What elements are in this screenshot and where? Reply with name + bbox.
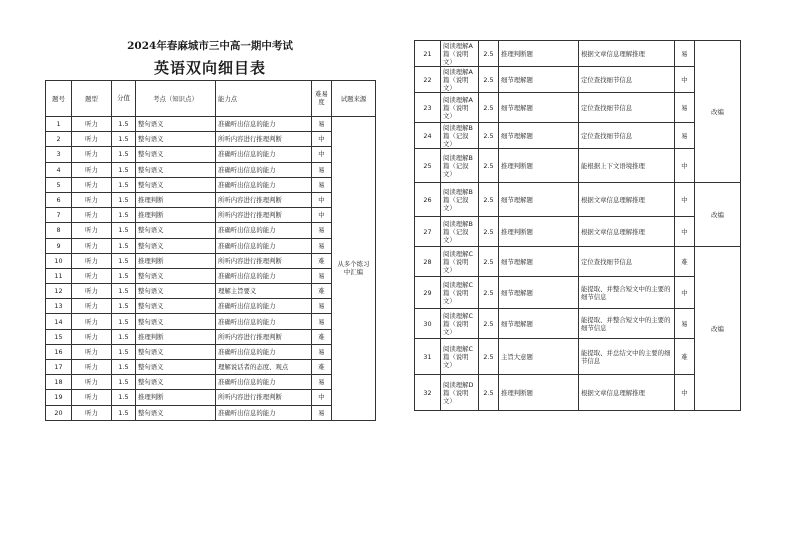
knowledge-point: 推理判断 — [136, 208, 216, 223]
score-value: 1.5 — [112, 162, 136, 177]
score-value: 1.5 — [112, 253, 136, 268]
ability-point: 所听内容进行推理判断 — [216, 329, 312, 344]
score-value: 1.5 — [112, 117, 136, 132]
score-value: 1.5 — [112, 268, 136, 283]
exam-title: 2024年春麻城市三中高一期中考试 — [127, 40, 293, 52]
score-value: 1.5 — [112, 132, 136, 147]
score-value: 2.5 — [479, 277, 499, 309]
table-row — [415, 93, 741, 123]
knowledge-point: 整句语义 — [136, 314, 216, 329]
difficulty-level: 难 — [312, 253, 332, 268]
table-row — [46, 223, 376, 238]
row-number: 20 — [46, 405, 72, 420]
table-row — [46, 405, 376, 420]
ability-point: 准确听出信息的能力 — [216, 268, 312, 283]
header-row — [46, 81, 376, 117]
row-number: 7 — [46, 208, 72, 223]
score-value: 1.5 — [112, 284, 136, 299]
difficulty-level: 中 — [312, 390, 332, 405]
left-specification-table — [45, 80, 376, 421]
difficulty-level: 难 — [312, 284, 332, 299]
row-number: 27 — [415, 217, 441, 247]
table-row — [46, 162, 376, 177]
score-value: 1.5 — [112, 375, 136, 390]
ability-point: 准确听出信息的能力 — [216, 299, 312, 314]
table-row — [415, 123, 741, 149]
knowledge-point: 整句语义 — [136, 147, 216, 162]
table-row — [415, 277, 741, 309]
table-row — [46, 238, 376, 253]
difficulty-level: 中 — [675, 277, 695, 309]
header-num: 题号 — [46, 81, 72, 117]
row-number: 17 — [46, 360, 72, 375]
question-type: 听力 — [72, 268, 112, 283]
row-number: 16 — [46, 344, 72, 359]
question-type: 听力 — [72, 253, 112, 268]
question-type: 听力 — [72, 344, 112, 359]
knowledge-point: 整句语义 — [136, 162, 216, 177]
score-value: 2.5 — [479, 93, 499, 123]
table-row — [46, 375, 376, 390]
ability-point: 所听内容进行推理判断 — [216, 208, 312, 223]
question-type: 听力 — [72, 360, 112, 375]
difficulty-level: 易 — [312, 177, 332, 192]
table-row — [46, 208, 376, 223]
score-value: 1.5 — [112, 390, 136, 405]
ability-point: 准确听出信息的能力 — [216, 344, 312, 359]
row-number: 14 — [46, 314, 72, 329]
question-type: 听力 — [72, 329, 112, 344]
difficulty-level: 难 — [312, 329, 332, 344]
ability-point: 定位查找细节信息 — [579, 93, 675, 123]
ability-point: 根据文章信息理解推理 — [579, 41, 675, 67]
source-cell: 改编 — [695, 183, 741, 247]
ability-point: 准确听出信息的能力 — [216, 147, 312, 162]
row-number: 13 — [46, 299, 72, 314]
header-type: 题型 — [72, 81, 112, 117]
row-number: 31 — [415, 339, 441, 375]
row-number: 25 — [415, 149, 441, 183]
ability-point: 能提取、并总结文中的主要的细节信息 — [579, 339, 675, 375]
question-type: 阅读理解A篇（说明文） — [441, 93, 479, 123]
ability-point: 所听内容进行推理判断 — [216, 253, 312, 268]
row-number: 10 — [46, 253, 72, 268]
row-number: 24 — [415, 123, 441, 149]
question-type: 阅读理解C篇（说明文） — [441, 339, 479, 375]
question-type: 听力 — [72, 132, 112, 147]
knowledge-point: 整句语义 — [136, 117, 216, 132]
ability-point: 能根据上下文语境推理 — [579, 149, 675, 183]
table-row — [46, 284, 376, 299]
table-row — [46, 253, 376, 268]
question-type: 阅读理解B篇（记叙文） — [441, 149, 479, 183]
difficulty-level: 易 — [675, 93, 695, 123]
table-row — [415, 309, 741, 339]
question-type: 阅读理解B篇（记叙文） — [441, 123, 479, 149]
knowledge-point: 推理判断 — [136, 253, 216, 268]
question-type: 听力 — [72, 284, 112, 299]
score-value: 2.5 — [479, 309, 499, 339]
table-row — [415, 67, 741, 93]
table-row — [415, 183, 741, 217]
ability-point: 准确听出信息的能力 — [216, 117, 312, 132]
difficulty-level: 难 — [312, 360, 332, 375]
difficulty-level: 中 — [312, 192, 332, 207]
ability-point: 准确听出信息的能力 — [216, 238, 312, 253]
table-row — [415, 41, 741, 67]
row-number: 18 — [46, 375, 72, 390]
table-row — [415, 339, 741, 375]
knowledge-point: 整句语义 — [136, 238, 216, 253]
score-value: 1.5 — [112, 360, 136, 375]
ability-point: 根据文章信息理解推理 — [579, 183, 675, 217]
source-cell: 改编 — [695, 247, 741, 411]
ability-point: 能提取、并整合短文中的主要的细节信息 — [579, 277, 675, 309]
difficulty-level: 易 — [312, 117, 332, 132]
question-type: 听力 — [72, 192, 112, 207]
score-value: 1.5 — [112, 192, 136, 207]
question-type: 听力 — [72, 299, 112, 314]
table-row — [46, 390, 376, 405]
knowledge-point: 整句语义 — [136, 405, 216, 420]
difficulty-level: 中 — [312, 147, 332, 162]
knowledge-point: 整句语义 — [136, 223, 216, 238]
question-type: 听力 — [72, 147, 112, 162]
row-number: 2 — [46, 132, 72, 147]
score-value: 1.5 — [112, 238, 136, 253]
header-difficulty: 难易度 — [312, 81, 332, 117]
knowledge-point: 推理判断 — [136, 329, 216, 344]
row-number: 9 — [46, 238, 72, 253]
question-type: 听力 — [72, 238, 112, 253]
ability-point: 理解说话者的态度、观点 — [216, 360, 312, 375]
ability-point: 所听内容进行推理判断 — [216, 132, 312, 147]
row-number: 30 — [415, 309, 441, 339]
knowledge-point: 整句语义 — [136, 132, 216, 147]
score-value: 2.5 — [479, 217, 499, 247]
knowledge-point: 推理判断题 — [499, 375, 579, 411]
score-value: 2.5 — [479, 247, 499, 277]
table-row — [46, 132, 376, 147]
question-type: 听力 — [72, 223, 112, 238]
knowledge-point: 细节理解题 — [499, 247, 579, 277]
difficulty-level: 易 — [675, 123, 695, 149]
ability-point: 准确听出信息的能力 — [216, 177, 312, 192]
score-value: 1.5 — [112, 344, 136, 359]
score-value: 2.5 — [479, 183, 499, 217]
knowledge-point: 细节理解题 — [499, 93, 579, 123]
difficulty-level: 易 — [312, 299, 332, 314]
ability-point: 能提取、并整合短文中的主要的细节信息 — [579, 309, 675, 339]
knowledge-point: 推理判断题 — [499, 217, 579, 247]
header-score: 分值 — [112, 81, 136, 117]
table-row — [46, 268, 376, 283]
ability-point: 准确听出信息的能力 — [216, 405, 312, 420]
table-row — [46, 192, 376, 207]
table-row — [46, 299, 376, 314]
table-row — [46, 360, 376, 375]
row-number: 4 — [46, 162, 72, 177]
difficulty-level: 易 — [675, 309, 695, 339]
knowledge-point: 整句语义 — [136, 375, 216, 390]
question-type: 阅读理解B篇（记叙文） — [441, 217, 479, 247]
knowledge-point: 细节理解题 — [499, 123, 579, 149]
difficulty-level: 中 — [675, 149, 695, 183]
score-value: 2.5 — [479, 123, 499, 149]
difficulty-level: 易 — [312, 162, 332, 177]
row-number: 15 — [46, 329, 72, 344]
score-value: 1.5 — [112, 299, 136, 314]
ability-point: 所听内容进行推理判断 — [216, 192, 312, 207]
score-value: 2.5 — [479, 67, 499, 93]
knowledge-point: 整句语义 — [136, 299, 216, 314]
table-row — [46, 329, 376, 344]
knowledge-point: 细节理解题 — [499, 277, 579, 309]
question-type: 听力 — [72, 162, 112, 177]
row-number: 28 — [415, 247, 441, 277]
table-row — [46, 147, 376, 162]
score-value: 1.5 — [112, 177, 136, 192]
table-row — [46, 117, 376, 132]
knowledge-point: 主旨大意题 — [499, 339, 579, 375]
score-value: 1.5 — [112, 329, 136, 344]
table-row — [415, 149, 741, 183]
question-type: 听力 — [72, 405, 112, 420]
knowledge-point: 推理判断题 — [499, 149, 579, 183]
question-type: 听力 — [72, 390, 112, 405]
knowledge-point: 推理判断题 — [499, 41, 579, 67]
knowledge-point: 推理判断 — [136, 390, 216, 405]
row-number: 5 — [46, 177, 72, 192]
table-row — [415, 247, 741, 277]
row-number: 19 — [46, 390, 72, 405]
knowledge-point: 细节理解题 — [499, 183, 579, 217]
difficulty-level: 中 — [312, 132, 332, 147]
difficulty-level: 易 — [312, 238, 332, 253]
difficulty-level: 易 — [312, 268, 332, 283]
ability-point: 准确听出信息的能力 — [216, 162, 312, 177]
row-number: 6 — [46, 192, 72, 207]
difficulty-level: 易 — [312, 223, 332, 238]
ability-point: 理解主旨要义 — [216, 284, 312, 299]
score-value: 1.5 — [112, 314, 136, 329]
row-number: 21 — [415, 41, 441, 67]
difficulty-level: 中 — [675, 375, 695, 411]
difficulty-level: 难 — [675, 339, 695, 375]
ability-point: 准确听出信息的能力 — [216, 223, 312, 238]
question-type: 听力 — [72, 117, 112, 132]
row-number: 8 — [46, 223, 72, 238]
row-number: 3 — [46, 147, 72, 162]
score-value: 2.5 — [479, 375, 499, 411]
row-number: 11 — [46, 268, 72, 283]
table-row — [46, 344, 376, 359]
ability-point: 定位查找细节信息 — [579, 247, 675, 277]
knowledge-point: 整句语义 — [136, 268, 216, 283]
knowledge-point: 推理判断 — [136, 192, 216, 207]
question-type: 阅读理解B篇（记叙文） — [441, 183, 479, 217]
row-number: 26 — [415, 183, 441, 217]
row-number: 29 — [415, 277, 441, 309]
question-type: 阅读理解D篇（说明文） — [441, 375, 479, 411]
row-number: 1 — [46, 117, 72, 132]
difficulty-level: 易 — [312, 344, 332, 359]
left-page — [45, 36, 375, 421]
row-number: 23 — [415, 93, 441, 123]
table-title: 英语双向细目表 — [153, 59, 266, 77]
right-specification-table — [414, 40, 741, 411]
table-row — [46, 314, 376, 329]
row-number: 22 — [415, 67, 441, 93]
score-value: 1.5 — [112, 223, 136, 238]
header-point: 考点（知识点） — [136, 81, 216, 117]
ability-point: 准确听出信息的能力 — [216, 375, 312, 390]
difficulty-level: 难 — [675, 247, 695, 277]
question-type: 听力 — [72, 314, 112, 329]
score-value: 1.5 — [112, 208, 136, 223]
header-ability: 能力点 — [216, 81, 312, 117]
knowledge-point: 细节理解题 — [499, 67, 579, 93]
knowledge-point: 整句语义 — [136, 177, 216, 192]
knowledge-point: 细节理解题 — [499, 309, 579, 339]
ability-point: 根据文章信息理解推理 — [579, 375, 675, 411]
ability-point: 定位查找细节信息 — [579, 67, 675, 93]
difficulty-level: 易 — [312, 405, 332, 420]
ability-point: 准确听出信息的能力 — [216, 314, 312, 329]
ability-point: 根据文章信息理解推理 — [579, 217, 675, 247]
score-value: 2.5 — [479, 339, 499, 375]
score-value: 2.5 — [479, 41, 499, 67]
right-page — [414, 40, 740, 411]
knowledge-point: 整句语义 — [136, 360, 216, 375]
source-cell: 改编 — [695, 41, 741, 183]
question-type: 听力 — [72, 208, 112, 223]
question-type: 阅读理解C篇（说明文） — [441, 309, 479, 339]
row-number: 32 — [415, 375, 441, 411]
question-type: 阅读理解A篇（说明文） — [441, 67, 479, 93]
difficulty-level: 易 — [312, 375, 332, 390]
knowledge-point: 整句语义 — [136, 284, 216, 299]
table-row — [415, 217, 741, 247]
table-row — [46, 177, 376, 192]
source-cell: 从多个练习中汇编 — [332, 117, 376, 421]
score-value: 1.5 — [112, 405, 136, 420]
ability-point: 所听内容进行推理判断 — [216, 390, 312, 405]
question-type: 听力 — [72, 375, 112, 390]
question-type: 听力 — [72, 177, 112, 192]
difficulty-level: 易 — [675, 41, 695, 67]
ability-point: 定位查找细节信息 — [579, 123, 675, 149]
score-value: 1.5 — [112, 147, 136, 162]
question-type: 阅读理解C篇（说明文） — [441, 277, 479, 309]
table-row — [415, 375, 741, 411]
difficulty-level: 中 — [675, 67, 695, 93]
difficulty-level: 中 — [675, 217, 695, 247]
difficulty-level: 中 — [675, 183, 695, 217]
difficulty-level: 易 — [312, 314, 332, 329]
row-number: 12 — [46, 284, 72, 299]
knowledge-point: 整句语义 — [136, 344, 216, 359]
score-value: 2.5 — [479, 149, 499, 183]
difficulty-level: 中 — [312, 208, 332, 223]
header-source: 试题来源 — [332, 81, 376, 117]
question-type: 阅读理解A篇（说明文） — [441, 41, 479, 67]
question-type: 阅读理解C篇（说明文） — [441, 247, 479, 277]
